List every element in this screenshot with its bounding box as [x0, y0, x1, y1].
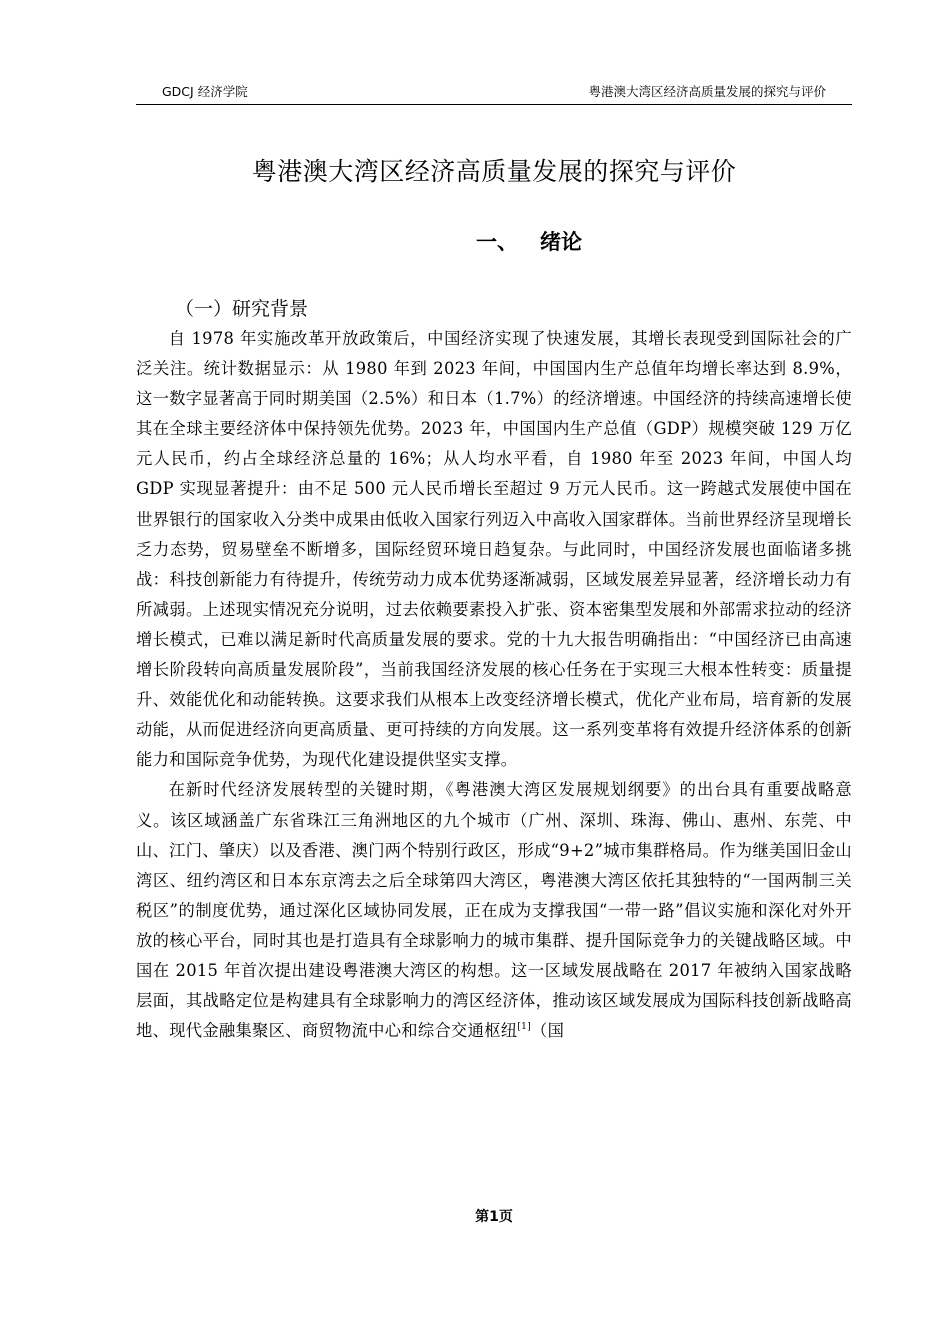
page-number: 第1页 — [475, 1209, 513, 1225]
paragraph-text: 在新时代经济发展转型的关键时期，《粤港澳大湾区发展规划纲要》的出台具有重要战略意义。该区域涵盖广东省珠江三角洲地区的九个城市（广州、深圳、珠海、佛山、惠州、东莞、中山、江门、肇庆）以及香港、澳门两个特别行政区，形成“9+2”城市集群格局。作为继美国旧金山湾区、纽约湾区和日本东京湾去之后全球第四大湾区，粤港澳大湾区依托其独特的“一国两制三关税区”的制度优势，通过深化区域协同发展，正在成为支撑我国“一带一路”倡议实施和深化对外开放的核心平台，同时其也是打造具有全球影响力的城市集群、提升国际竞争力的关键战略区域。中国在 2015 年首次提出建设粤港澳大湾区的构想。这一区域发展战略在 2017 年被纳入国家战略层面，其战略定位是构建具有全球影响力的湾区经济体，推动该区域发展成为国际科技创新战略高地、现代金融集聚区、商贸物流中心和综合交通枢纽 — [136, 780, 852, 1041]
paragraph-tail: （国 — [531, 1021, 565, 1041]
citation-marker: [1] — [517, 1022, 532, 1033]
page-header — [136, 80, 852, 105]
header-left: GDCJ 经济学院 — [162, 84, 248, 99]
section-heading: （一）研究背景 — [175, 298, 309, 320]
header-right: 粤港澳大湾区经济高质量发展的探究与评价 — [588, 84, 826, 99]
paragraph: 自 1978 年实施改革开放政策后，中国经济实现了快速发展，其增长表现受到国际社会的广泛关注。统计数据显示：从 1980 年到 2023 年间，中国国内生产总值年均增长率达到 8.9%，这一数字显著高于同时期美国（2.5%）和日本（1.7%）的经济增速。中国经济的持续高速增长使其在全球主要经济体中保持领先优势。2023 年，中国国内生产总值（GDP）规模突破 129 万亿元人民币，约占全球经济总量的 16%；从人均水平看，自 1980 年至 2023 年间，中国人均 GDP 实现显著提升：由不足 500 元人民币增长至超过 9 万元人民币。这一跨越式发展使中国在世界银行的国家收入分类中成果由低收入国家行列迈入中高收入国家群体。当前世界经济呈现增长乏力态势，贸易壁垒不断增多，国际经贸环境日趋复杂。与此同时，中国经济发展也面临诸多挑战：科技创新能力有待提升，传统劳动力成本优势逐渐减弱，区域发展差异显著，经济增长动力有所减弱。上述现实情况充分说明，过去依赖要素投入扩张、资本密集型发展和外部需求拉动的经济增长模式，已难以满足新时代高质量发展的要求。党的十九大报告明确指出：“中国经济已由高速增长阶段转向高质量发展阶段”，当前我国经济发展的核心任务在于实现三大根本性转变：质量提升、效能优化和动能转换。这要求我们从根本上改变经济增长模式，优化产业布局，培育新的发展动能，从而促进经济向更高质量、更可持续的方向发展。这一系列变革将有效提升经济体系的创新能力和国际竞争优势，为现代化建设提供坚实支撑。 — [136, 329, 852, 770]
chapter-name: 绪论 — [540, 230, 582, 254]
paragraph — [136, 775, 852, 1046]
body-text — [136, 324, 852, 1046]
chapter-number: 一、 — [476, 230, 518, 254]
page-title: 粤港澳大湾区经济高质量发展的探究与评价 — [251, 157, 737, 186]
chapter-heading — [476, 226, 582, 256]
